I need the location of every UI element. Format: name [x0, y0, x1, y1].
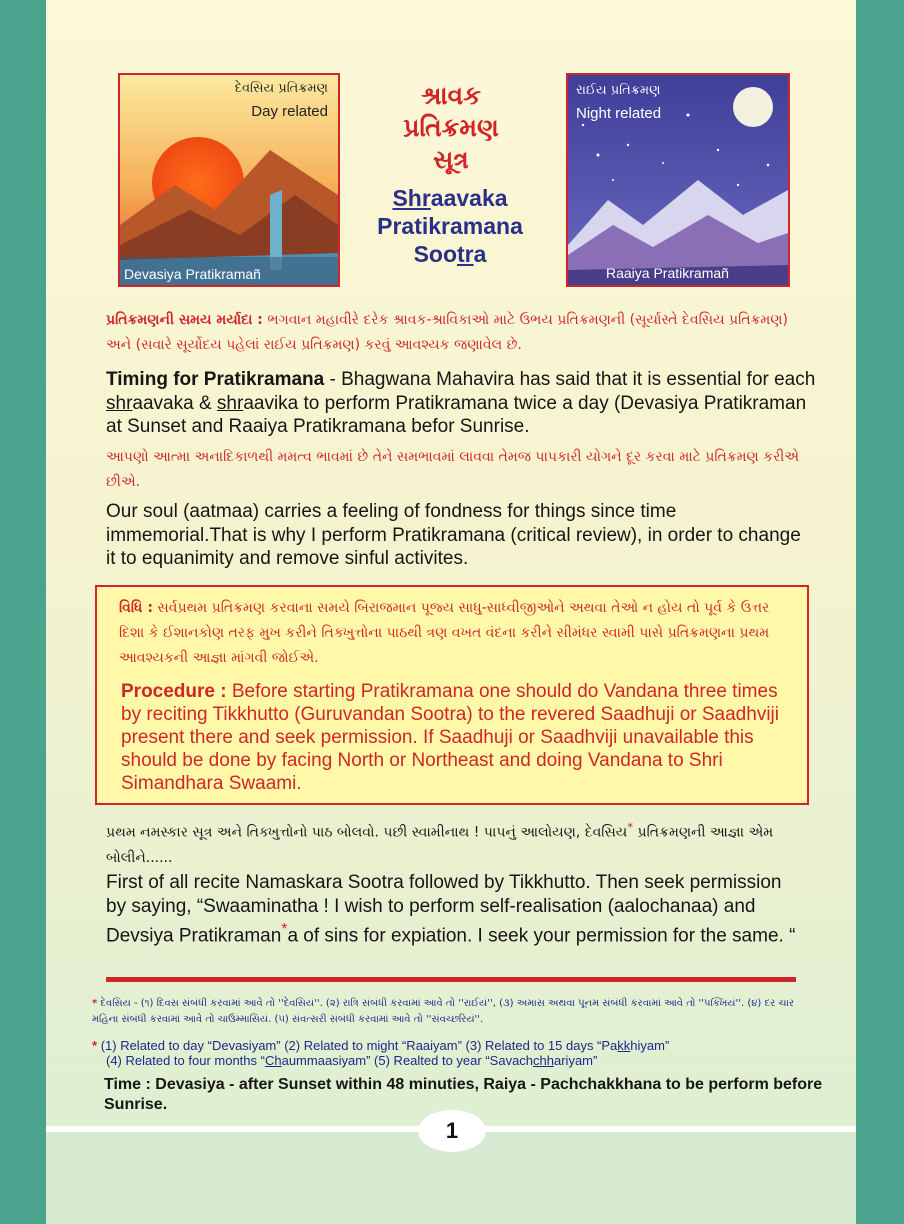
- first-guj-text-1: પ્રથમ નમસ્કાર સૂત્ર અને તિક્ખુત્તોનો પાઠ બોલવો. પછી સ્વામીનાથ ! પાપનું આલોયણ, દેવસિય: [106, 824, 628, 841]
- first-guj-star: *: [627, 820, 634, 834]
- timing-eng-label: Timing for Pratikramana: [106, 369, 325, 390]
- divider-line: [106, 977, 796, 982]
- timing-guj-text: ભગવાન મહાવીરે દરેક શ્રાવક-શ્રાવિકાઓ માટે ઉભય પ્રતિક્રમણની (સૂર્યાસ્તે દેવસિય પ્રતિક્રમણ) અને (સવારે સૂર્યોદય પહેલાં રાઈય પ્રતિક્રમણ) કરવું આવશ્યક જણાવેલ છે.: [106, 312, 788, 353]
- footnote-eng-line-1: [92, 1038, 822, 1053]
- title-eng-line-3: [360, 240, 540, 268]
- footnote-gujarati: [92, 996, 822, 1028]
- night-label-eng: Night related: [576, 105, 662, 122]
- title-english: [360, 184, 540, 268]
- procedure-gujarati: [119, 596, 789, 671]
- title-eng-underlined-tr: tr: [457, 241, 474, 267]
- footnote-guj-text: દેવસિય - (૧) દિવસ સંબંધી કરવામાં આવે તો ''દેવસિયં''. (૨) રાત્રિ સંબંધી કરવામાં આવે તો ''રાઈયં'', (૩) અમાસ અથવા પૂનમ સંબંધી કરવામાં આવે તો ''પક્ખિયં''. (૪) દર ચાર મહિના સંબંધી કરવામાં આવે તો ચાઉમ્માસિયં. (૫) સંવત્સરી સંબંધી કરવામાં આવે તો ''સંવચ્છરિયં''.: [92, 998, 795, 1025]
- timing-eng-text-3: aavika to perform Pratikramana twice a day (Devasiya Pratikraman at Sunset and Raaiya Pratikramana befor Sunrise.: [106, 392, 807, 437]
- footnote-eng-b3: ariyam”: [554, 1053, 598, 1068]
- procedure-eng-text: Before starting Pratikramana one should do Vandana three times by reciting Tikkhutto (Guruvandan Sootra) to the revered Saadhuji or Saadhviji present there and seek permission. If Saadhuji or Saadhviji unavailable this should be done by facing North or Northeast and doing Vandana to Shri Simandhara Swaami.: [121, 681, 779, 794]
- procedure-guj-label: વિધિ :: [119, 600, 153, 616]
- soul-gujarati: આપણો આત્મા અનાદિકાળથી મમત્વ ભાવમાં છે તેને સમભાવમાં લાવવા તેમજ પાપકારી યોગને દૂર કરવા માટે પ્રતિક્રમણ કરીએ છીએ.: [106, 449, 800, 490]
- title-eng-line-1-rest: aavaka: [430, 185, 508, 211]
- footnote-eng-star: *: [92, 1038, 98, 1053]
- night-label-guj: રાઈય પ્રતિક્રમણ: [576, 83, 661, 98]
- title-eng-line-3-a: Soo: [413, 241, 458, 267]
- title-guj-line-1: શ્રાવક: [421, 81, 481, 110]
- title-guj-line-3: સૂત્ર: [433, 145, 469, 174]
- footnote-eng-b1: (4) Related to four months “: [106, 1053, 265, 1068]
- first-eng-text-1: First of all recite Namaskara Sootra followed by Tikkhutto. Then seek permission by saying, “Swaaminatha ! I wish to perform self-realisation (aalochanaa) and Devsiya Pratikraman: [106, 872, 782, 947]
- night-image: [566, 73, 790, 287]
- procedure-guj-text: સર્વપ્રથમ પ્રતિક્રમણ કરવાના સમયે બિરાજમાન પૂજ્ય સાધુ-સાધ્વીજીઓને અથવા તેઓ ન હોય તો પૂર્વ કે ઉત્તર દિશા કે ઈશાનકોણ તરફ મુખ કરીને તિક્ખુત્તોના પાઠથી ત્રણ વખત વંદના કરીને સીમંધર સ્વામી પાસે પ્રતિક્રમણના પ્રથમ આવશ્યકની આજ્ઞા માંગવી જોઈએ.: [119, 600, 770, 666]
- timing-eng-underline-2: shr: [216, 392, 244, 414]
- timing-guj-label: પ્રતિક્રમણની સમય મર્યાદા :: [106, 312, 263, 328]
- timing-eng-underline-1: shr: [106, 392, 133, 414]
- procedure-english: [121, 680, 796, 795]
- footnote-eng-b2: aummaasiyam” (5) Realted to year “Savach: [281, 1053, 534, 1068]
- footnote-eng-a2: hiyam”: [630, 1038, 670, 1053]
- procedure-eng-label: Procedure :: [121, 681, 227, 702]
- day-label-eng: Day related: [251, 103, 328, 120]
- footnote-english: [92, 1038, 822, 1068]
- timing-eng-text-2: aavaka &: [132, 392, 217, 414]
- title-eng-underlined-shr: Shr: [392, 185, 431, 211]
- title-eng-line-3-c: a: [473, 241, 487, 267]
- day-label-guj: દેવસિય પ્રતિક્રમણ: [234, 81, 328, 96]
- first-eng-star: *: [281, 921, 288, 938]
- first-english: [106, 871, 806, 948]
- footnote-eng-line-2: [92, 1053, 822, 1068]
- footnote-eng-b-u2: chh: [533, 1053, 554, 1068]
- first-gujarati: [106, 815, 816, 871]
- footnote-eng-a: (1) Related to day “Devasiyam” (2) Related to might “Raaiyam” (3) Related to 15 days “Pa: [100, 1038, 618, 1053]
- footnote-eng-a-u: kk: [617, 1038, 631, 1053]
- timing-english: [106, 368, 816, 439]
- soul-english: Our soul (aatmaa) carries a feeling of fondness for things since time immemorial.That is why I perform Pratikramana (critical review), in order to change it to equanimity and remove sinful activites.: [106, 501, 801, 569]
- procedure-box: [95, 585, 809, 805]
- title-eng-line-1: [360, 184, 540, 212]
- footnote-eng-b-u1: Ch: [264, 1053, 282, 1068]
- footnote-guj-star: *: [92, 998, 98, 1009]
- first-guj-text-2: પ્રતિક્રમણની આજ્ઞા એમ બોલીને......: [106, 824, 774, 866]
- night-caption: Raaiya Pratikramañ: [606, 265, 729, 281]
- timing-eng-text-1: - Bhagwana Mahavira has said that it is essential for each: [324, 369, 816, 390]
- title-gujarati: [366, 80, 536, 176]
- timing-gujarati: [106, 308, 816, 358]
- title-eng-line-2: Pratikramana: [377, 213, 523, 239]
- first-eng-text-2: a of sins for expiation. I seek your permission for the same. “: [287, 925, 796, 947]
- title-guj-line-2: પ્રતિક્રમણ: [403, 113, 499, 142]
- page-number: 1: [418, 1110, 486, 1152]
- day-image: [118, 73, 340, 287]
- time-note: Time : Devasiya - after Sunset within 48 minuties, Raiya - Pachchakkhana to be perform before Sunrise.: [104, 1076, 823, 1113]
- day-caption: Devasiya Pratikramañ: [124, 266, 261, 282]
